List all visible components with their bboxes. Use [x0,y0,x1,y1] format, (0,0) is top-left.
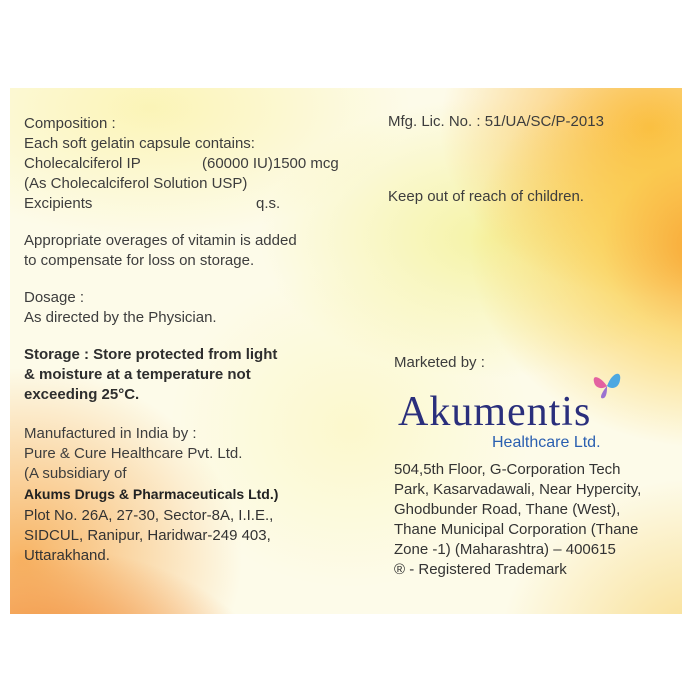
marketer-address-2: Park, Kasarvadawali, Near Hypercity, [394,481,642,498]
manufacturer-address-3: Uttarakhand. [24,547,110,564]
brand-subtitle: Healthcare Ltd. [492,434,601,451]
marketer-address-1: 504,5th Floor, G-Corporation Tech [394,461,621,478]
capsule-contains: Each soft gelatin capsule contains: [24,135,255,152]
excipients-label: Excipients [24,195,93,212]
dosage-heading: Dosage : [24,289,85,306]
overages-line-2: to compensate for loss on storage. [24,252,255,269]
manufacturer-heading: Manufactured in India by : [24,425,197,442]
marketer-address-5: Zone -1) (Maharashtra) – 400615 [394,541,616,558]
butterfly-icon [592,368,622,402]
storage-line-3: exceeding 25°C. [24,386,140,403]
ingredient-form: (As Cholecalciferol Solution USP) [24,175,248,192]
dosage-text: As directed by the Physician. [24,309,217,326]
ingredient-amount: (60000 IU)1500 mcg [202,155,339,172]
manufacturer-subsidiary-of: (A subsidiary of [24,465,127,482]
composition-heading: Composition : [24,115,116,132]
medicine-label [10,88,682,614]
storage-line-2: & moisture at a temperature not [24,366,251,383]
ingredient-name: Cholecalciferol IP [24,155,141,172]
storage-line-1: Storage : Store protected from light [24,346,278,363]
marketed-by-heading: Marketed by : [394,354,485,371]
child-warning: Keep out of reach of children. [388,188,584,205]
manufacturer-parent: Akums Drugs & Pharmaceuticals Ltd.) [24,486,279,502]
marketer-address-3: Ghodbunder Road, Thane (West), [394,501,621,518]
mfg-license: Mfg. Lic. No. : 51/UA/SC/P-2013 [388,113,604,130]
manufacturer-address-1: Plot No. 26A, 27-30, Sector-8A, I.I.E., [24,507,274,524]
manufacturer-address-2: SIDCUL, Ranipur, Haridwar-249 403, [24,527,271,544]
overages-line-1: Appropriate overages of vitamin is added [24,232,297,249]
marketer-address-4: Thane Municipal Corporation (Thane [394,521,639,538]
manufacturer-company: Pure & Cure Healthcare Pvt. Ltd. [24,445,243,462]
brand-name: Akumentis [398,389,592,435]
registered-trademark: ® - Registered Trademark [394,561,567,578]
excipients-value: q.s. [256,195,281,212]
